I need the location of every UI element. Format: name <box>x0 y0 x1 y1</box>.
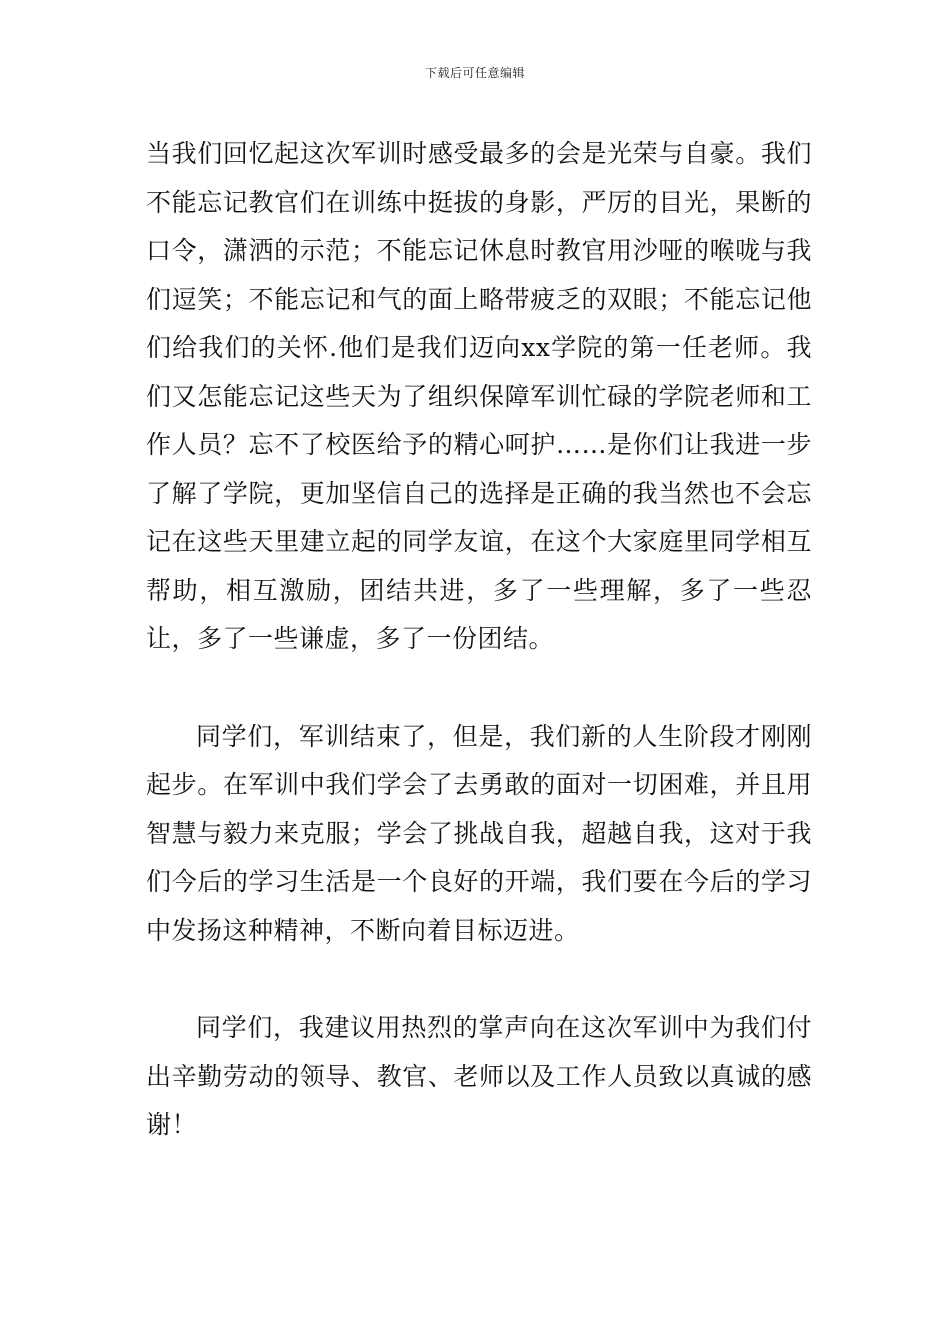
paragraph-1: 当我们回忆起这次军训时感受最多的会是光荣与自豪。我们不能忘记教官们在训练中挺拔的身影，严厉的目光，果断的口令，潇洒的示范；不能忘记休息时教官用沙哑的喉咙与我们逗笑；不能忘记和气的面上略带疲乏的双眼；不能忘记他们给我们的关怀.他们是我们迈向xx学院的第一任老师。我们又怎能忘记这些天为了组织保障军训忙碌的学院老师和工作人员？忘不了校医给予的精心呵护……是你们让我进一步了解了学院，更加坚信自己的选择是正确的我当然也不会忘记在这些天里建立起的同学友谊，在这个大家庭里同学相互帮助，相互激励，团结共进，多了一些理解，多了一些忍让，多了一些谦虚，多了一份团结。 <box>146 139 812 653</box>
paragraph-3: 同学们，我建议用热烈的掌声向在这次军训中为我们付出辛勤劳动的领导、教官、老师以及工作人员致以真诚的感谢！ <box>146 1013 812 1139</box>
page-header: 下载后可任意编辑 <box>424 66 525 80</box>
document-body <box>146 130 812 1150</box>
paragraph-2: 同学们，军训结束了，但是，我们新的人生阶段才刚刚起步。在军训中我们学会了去勇敢的面对一切困难，并且用智慧与毅力来克服；学会了挑战自我，超越自我，这对于我们今后的学习生活是一个良好的开端，我们要在今后的学习中发扬这种精神，不断向着目标迈进。 <box>146 721 812 945</box>
